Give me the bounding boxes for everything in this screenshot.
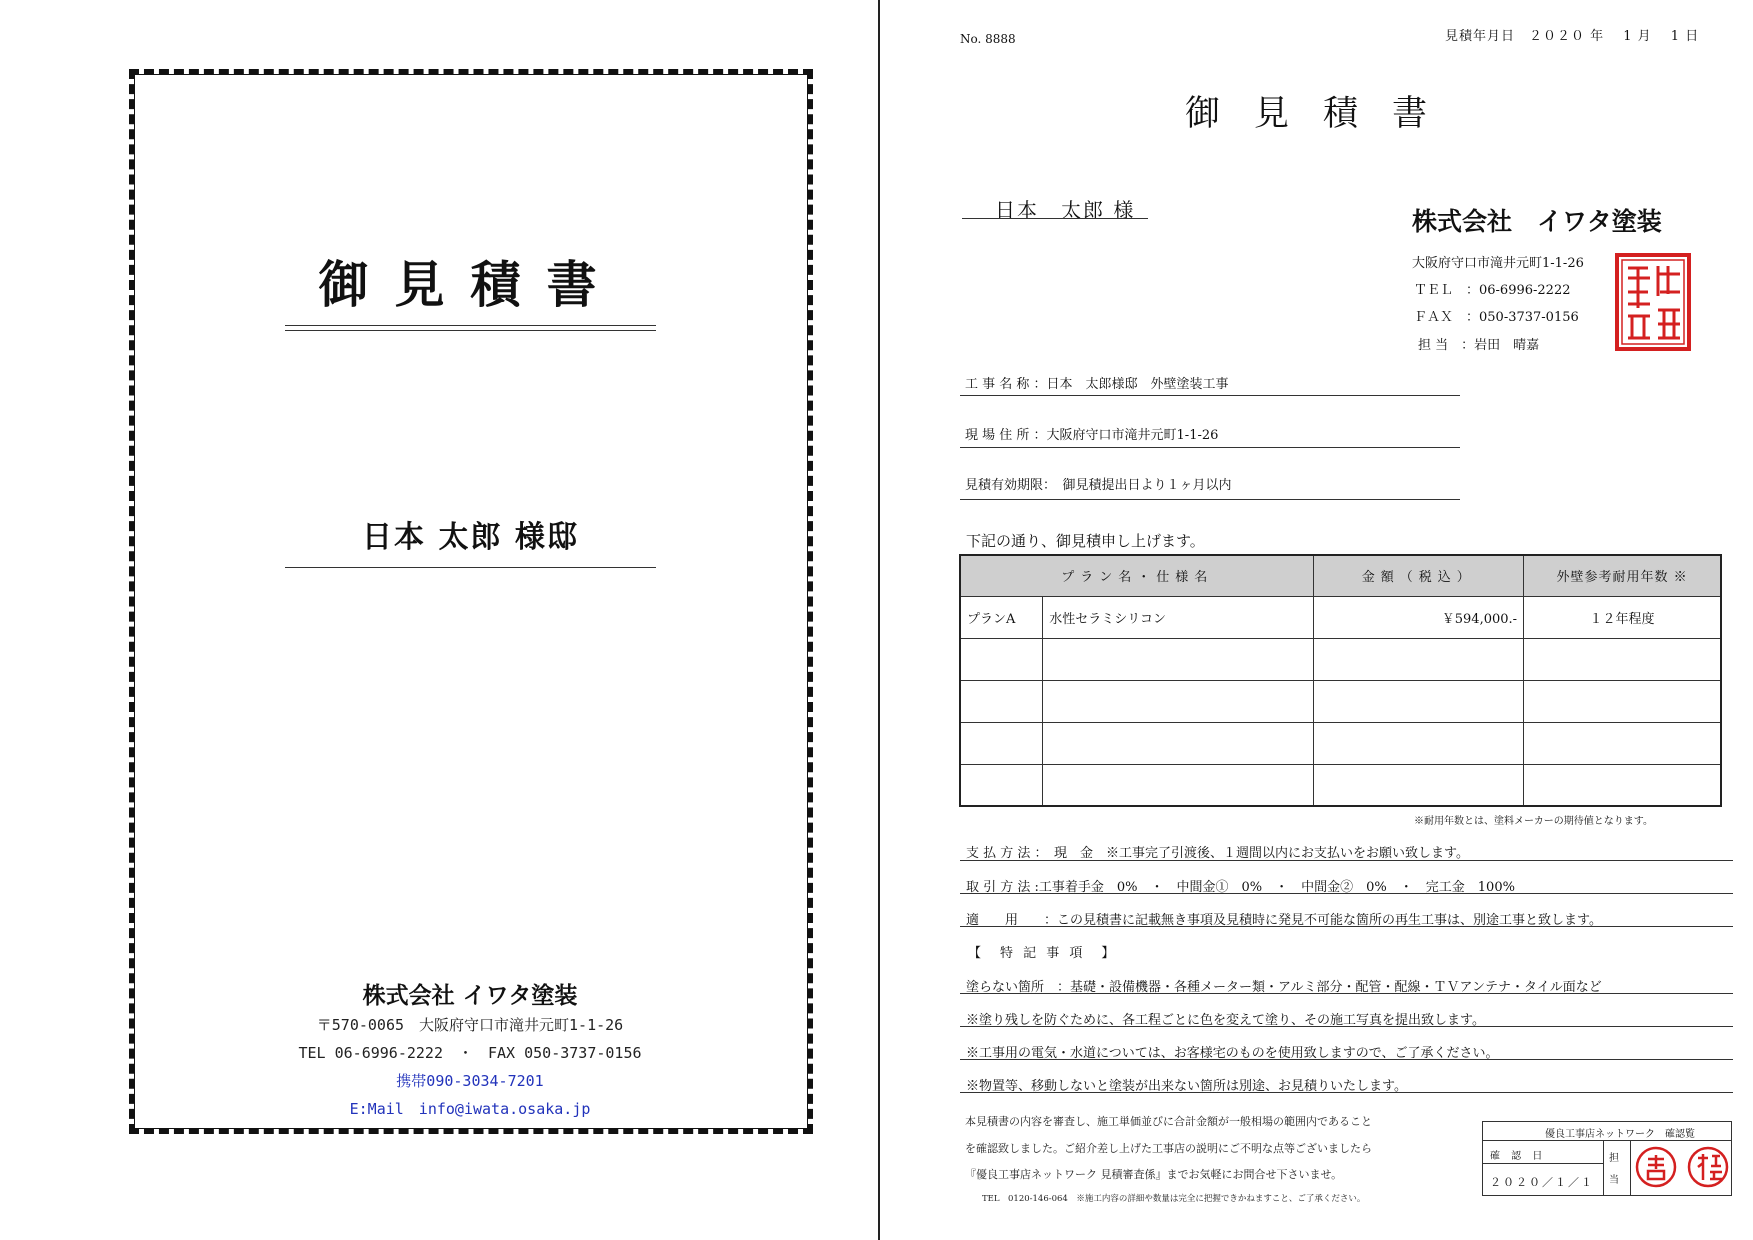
- validity-rule: [960, 499, 1460, 500]
- spec-cell: [1043, 722, 1314, 764]
- project-name: 工 事 名 称 ：日本 太郎様邸 外壁塗装工事: [965, 377, 1229, 392]
- payment-method: 支 払 方 法 ： 現 金 ※工事完了引渡後、１週間以内にお支払いをお願い致します。: [966, 846, 1469, 861]
- review-text-line: を確認致しました。ご紹介差し上げた工事店の説明にご不明な点等ございましたら: [965, 1142, 1372, 1155]
- cover-border: [129, 69, 813, 1134]
- applies-rule: [960, 926, 1733, 927]
- page-divider: [878, 0, 880, 1240]
- amount-cell: [1314, 638, 1524, 680]
- spec-cell: 水性セラミシリコン: [1043, 596, 1314, 638]
- document-number: No. 8888: [960, 32, 1016, 46]
- cover-address: 〒570-0065 大阪府守口市滝井元町1-1-26: [316, 1016, 624, 1034]
- estimate-validity: 見積有効期限： 御見積提出日より１ヶ月以内: [965, 478, 1232, 493]
- amount-cell: [1314, 764, 1524, 806]
- special-note-3: ※物置等、移動しないと塗装が出来ない箇所は別途、お見積りいたします。: [966, 1079, 1407, 1094]
- plan-cell: [960, 680, 1043, 722]
- confirmation-staff-label: 担当: [1609, 1153, 1619, 1186]
- durability-cell: [1524, 638, 1721, 680]
- cover-client-underline: [285, 567, 656, 568]
- client-underline: [962, 218, 1148, 219]
- reviewer-seal-icon: [1686, 1145, 1730, 1189]
- site-address-rule: [960, 447, 1460, 448]
- company-fax: ＦＡＸ ：050-3737-0156: [1414, 310, 1579, 325]
- cover-title-underline: [285, 325, 656, 331]
- exclusion-note: 塗らない箇所 ：基礎・設備機器・各種メーター類・アルミ部分・配管・配線・ＴＶアンテナ・タイル面など: [966, 980, 1602, 995]
- header-plan-name: プラン名・仕様名: [960, 555, 1314, 596]
- estimate-title: 御見積書: [1185, 94, 1462, 134]
- special-notes-title: 【 特 記 事 項 】: [968, 946, 1118, 961]
- plan-cell: [960, 764, 1043, 806]
- review-tel-line: TEL 0120-146-064 ※施工内容の詳細や数量は完全に把握できかねますこと、ご了承ください。: [982, 1194, 1366, 1204]
- applies-clause: 適 用 ：この見積書に記載無き事項及見積時に発見不可能な箇所の再生工事は、別途工事と致します。: [966, 913, 1602, 928]
- header-durability: 外壁参考耐用年数 ※: [1524, 555, 1721, 596]
- table-row: [960, 596, 1721, 638]
- estimate-client-name: 日本 太郎 様: [995, 198, 1136, 222]
- spec-cell: [1043, 638, 1314, 680]
- project-name-rule: [960, 395, 1460, 396]
- note2-rule: [960, 1059, 1733, 1060]
- payment-rule: [960, 860, 1733, 861]
- table-header-row: [960, 555, 1721, 596]
- cover-tel-fax: TEL 06-6996-2222 ・ FAX 050-3737-0156: [298, 1044, 642, 1062]
- plan-cell: プランA: [960, 596, 1043, 638]
- durability-cell: [1524, 680, 1721, 722]
- amount-cell: ￥594,000.-: [1314, 596, 1524, 638]
- amount-cell: [1314, 722, 1524, 764]
- note3-rule: [960, 1092, 1733, 1093]
- review-text-line: 『優良工事店ネットワーク 見積審査係』までお気軽にお問合せ下さいませ。: [965, 1168, 1343, 1181]
- confirmation-date-label: 確 認 日: [1490, 1151, 1547, 1162]
- cover-email-link[interactable]: E:Mail info@iwata.osaka.jp: [349, 1100, 591, 1118]
- transaction-method: 取 引 方 法 :工事着手金 0% ・ 中間金① 0% ・ 中間金② 0% ・ 完工金 100%: [966, 880, 1515, 895]
- confirmation-divider: [1482, 1163, 1603, 1164]
- spec-cell: [1043, 680, 1314, 722]
- exclusion-rule: [960, 993, 1733, 994]
- note1-rule: [960, 1026, 1733, 1027]
- table-row: [960, 638, 1721, 680]
- company-address: 大阪府守口市滝井元町1-1-26: [1412, 256, 1584, 271]
- table-row: [960, 722, 1721, 764]
- table-note: ※耐用年数とは、塗料メーカーの期待値となります。: [1414, 816, 1653, 827]
- durability-cell: [1524, 764, 1721, 806]
- cover-title: 御見積書: [318, 256, 623, 314]
- estimate-company-name: 株式会社 イワタ塗装: [1412, 207, 1662, 236]
- estimate-table: [959, 554, 1722, 807]
- table-row: [960, 680, 1721, 722]
- cover-company-name: 株式会社 イワタ塗装: [362, 983, 578, 1009]
- estimate-intro: 下記の通り、御見積申し上げます。: [966, 532, 1205, 550]
- cover-mobile-link[interactable]: 携帯090-3034-7201: [396, 1072, 544, 1090]
- confirmation-divider: [1630, 1141, 1631, 1196]
- company-staff: 担 当 ：岩田 晴嘉: [1418, 338, 1540, 353]
- durability-cell: [1524, 722, 1721, 764]
- cover-client-name: 日本 太郎 様邸: [362, 520, 579, 555]
- header-amount: 金額（税込）: [1314, 555, 1524, 596]
- company-tel: ＴＥＬ ：06-6996-2222: [1414, 283, 1571, 298]
- confirmation-title: 優良工事店ネットワーク 確認覧: [1545, 1129, 1695, 1140]
- special-note-2: ※工事用の電気・水道については、お客様宅のものを使用致しますので、ご了承ください。: [966, 1046, 1499, 1061]
- durability-cell: １２年程度: [1524, 596, 1721, 638]
- special-note-1: ※塗り残しを防ぐために、各工程ごとに色を変えて塗り、その施工写真を提出致します。: [966, 1013, 1485, 1028]
- company-seal-icon: [1614, 252, 1692, 352]
- table-row: [960, 764, 1721, 806]
- spec-cell: [1043, 764, 1314, 806]
- plan-cell: [960, 638, 1043, 680]
- confirmation-date: ２０２０／１／１: [1490, 1176, 1594, 1189]
- site-address: 現 場 住 所 ：大阪府守口市滝井元町1-1-26: [965, 428, 1219, 443]
- plan-cell: [960, 722, 1043, 764]
- amount-cell: [1314, 680, 1524, 722]
- staff-seal-icon: [1634, 1145, 1678, 1189]
- confirmation-divider: [1603, 1141, 1604, 1196]
- estimate-date: 見積年月日 ２０２０ 年 1 月 1 日: [1445, 29, 1700, 44]
- review-text-line: 本見積書の内容を審査し、施工単価並びに合計金額が一般相場の範囲内であること: [965, 1115, 1372, 1128]
- transaction-rule: [960, 893, 1733, 894]
